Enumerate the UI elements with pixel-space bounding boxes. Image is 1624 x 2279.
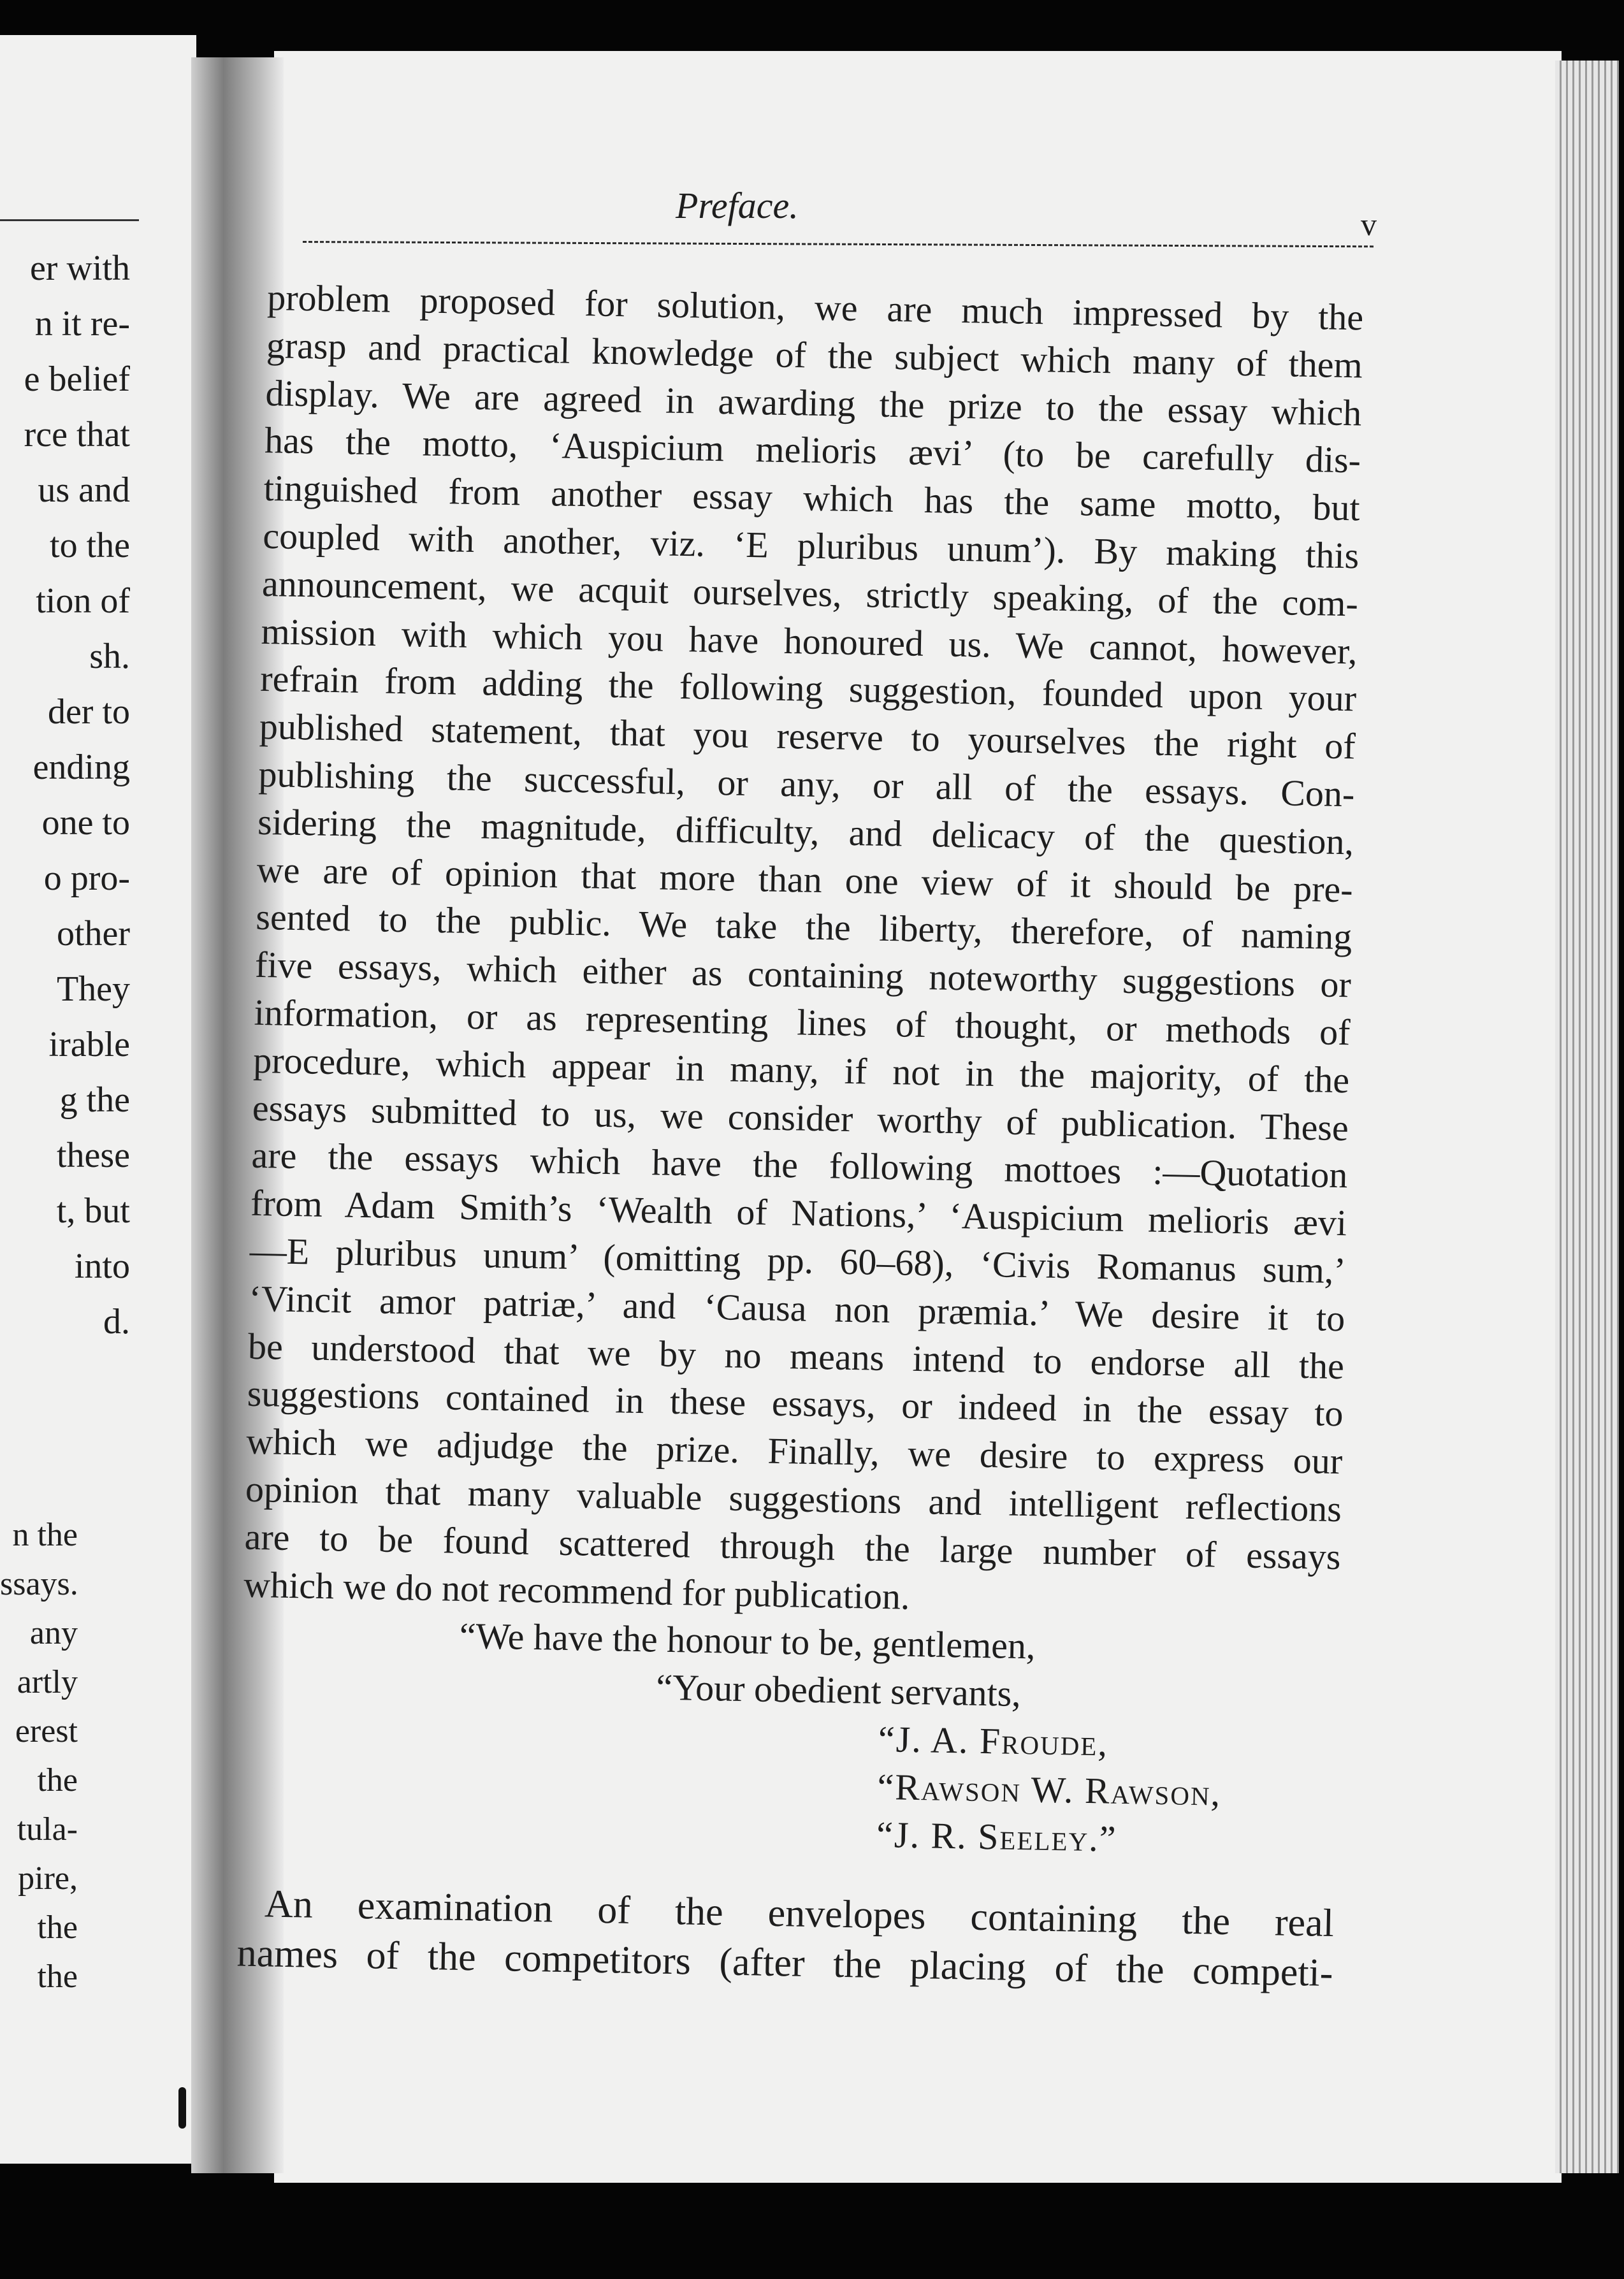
text-line: display. We are agreed in awarding the prize to the essay which <box>265 372 1362 434</box>
text-line: publishing the successful, or any, or all of the essays. Con- <box>258 753 1355 815</box>
ink-blot-mark <box>178 2087 186 2129</box>
left-line: other <box>56 914 130 953</box>
left-line: to the <box>50 526 130 565</box>
left-line: t, but <box>56 1191 130 1231</box>
left-line: They <box>56 969 130 1009</box>
text-line: opinion that many valuable suggestions and intelligent reflections <box>245 1468 1342 1530</box>
next-paragraph <box>236 1879 1335 1998</box>
text-line: which we adjudge the prize. Finally, we desire to express our <box>245 1420 1343 1482</box>
text-line: which we do not recommend for publication. <box>243 1563 911 1617</box>
left-line: o pro- <box>43 858 130 898</box>
signatory: “J. A. Froude, <box>878 1718 1109 1764</box>
left-line: us and <box>38 470 130 510</box>
text-line: are to be found scattered through the large number of essays <box>244 1516 1342 1577</box>
left-line: the <box>37 1909 78 1946</box>
text-line: mission with which you have honoured us. We cannot, however, <box>261 610 1358 672</box>
signatory: “J. R. Seeley.” <box>876 1813 1118 1860</box>
running-head: Preface. <box>676 185 799 226</box>
text-line: has the motto, ‘Auspicium melioris ævi’ (to be carefully dis- <box>264 419 1361 481</box>
left-line: these <box>56 1136 130 1175</box>
text-line: we are of opinion that more than one view of it should be pre- <box>256 848 1354 910</box>
left-line: n the <box>12 1517 78 1553</box>
text-line: suggestions contained in these essays, or indeed in the essay to <box>247 1373 1344 1435</box>
left-line: ending <box>33 748 130 787</box>
text-line: sented to the public. We take the liberty, therefore, of naming <box>255 896 1352 958</box>
left-line: der to <box>47 692 130 732</box>
signatory: “Rawson W. Rawson, <box>877 1765 1222 1814</box>
closing-valediction: “Your obedient servants, <box>655 1666 1022 1715</box>
left-line: the <box>37 1958 78 1995</box>
body-text <box>236 274 1364 1998</box>
text-line: names of the competitors (after the placing of the competi- <box>236 1931 1334 1995</box>
left-line: the <box>37 1762 78 1798</box>
left-line: tion of <box>36 581 130 621</box>
text-line: announcement, we acquit ourselves, strictly speaking, of the com- <box>261 562 1359 625</box>
left-line: artly <box>17 1664 78 1700</box>
text-line: refrain from adding the following suggestion, founded upon your <box>259 658 1357 720</box>
text-line: be understood that we by no means intend to endorse all the <box>247 1325 1345 1387</box>
text-line: procedure, which appear in many, if not in the majority, of the <box>252 1039 1350 1101</box>
left-line: into <box>74 1247 130 1286</box>
left-line: irable <box>48 1025 130 1064</box>
page-edges <box>1555 61 1619 2173</box>
text-line: problem proposed for solution, we are much impressed by the <box>266 276 1364 338</box>
left-line: any <box>29 1615 78 1651</box>
text-line: coupled with another, viz. ‘E pluribus unum’). By making this <box>262 514 1359 577</box>
text-line: sidering the magnitude, difficulty, and delicacy of the question, <box>257 800 1354 863</box>
left-line: d. <box>103 1302 130 1342</box>
left-line: rce that <box>24 415 130 454</box>
text-line: —E pluribus unum’ (omitting pp. 60–68), ‘Civis Romanus sum,’ <box>249 1229 1347 1292</box>
left-line: tula- <box>17 1811 78 1848</box>
left-line: one to <box>41 803 130 843</box>
text-line: are the essays which have the following mottoes :—Quotation <box>251 1134 1348 1196</box>
text-line: grasp and practical knowledge of the subject which many of them <box>266 324 1363 386</box>
text-line: ‘Vincit amor patriæ,’ and ‘Causa non præmia.’ We desire it to <box>248 1277 1345 1339</box>
left-line: g the <box>59 1080 130 1120</box>
left-line: e belief <box>24 359 130 399</box>
left-line: pire, <box>18 1860 78 1897</box>
left-line: sh. <box>89 637 130 676</box>
text-line: essays submitted to us, we consider worthy of publication. These <box>252 1087 1349 1148</box>
text-line: An examination of the envelopes containing the real <box>264 1882 1335 1946</box>
left-line: er with <box>29 249 130 288</box>
text-line: tinguished from another essay which has the same motto, but <box>263 467 1361 529</box>
page-number: v <box>1361 206 1377 242</box>
text-line: five essays, which either as containing noteworthy suggestions or <box>254 943 1352 1006</box>
left-line: erest <box>15 1713 78 1749</box>
left-page-text-fragments-lower <box>0 1510 191 2001</box>
closing-salutation: “We have the honour to be, gentlemen, <box>459 1615 1036 1667</box>
text-line: from Adam Smith’s ‘Wealth of Nations,’ ‘Auspicium melioris ævi <box>250 1182 1347 1244</box>
text-line: information, or as representing lines of thought, or methods of <box>254 991 1351 1053</box>
left-page-header-rule <box>0 219 139 221</box>
left-page-text-fragments <box>0 241 191 1350</box>
left-line: ssays. <box>0 1566 78 1602</box>
left-line: n it re- <box>34 304 130 344</box>
text-line: published statement, that you reserve to yourselves the right of <box>259 705 1356 767</box>
